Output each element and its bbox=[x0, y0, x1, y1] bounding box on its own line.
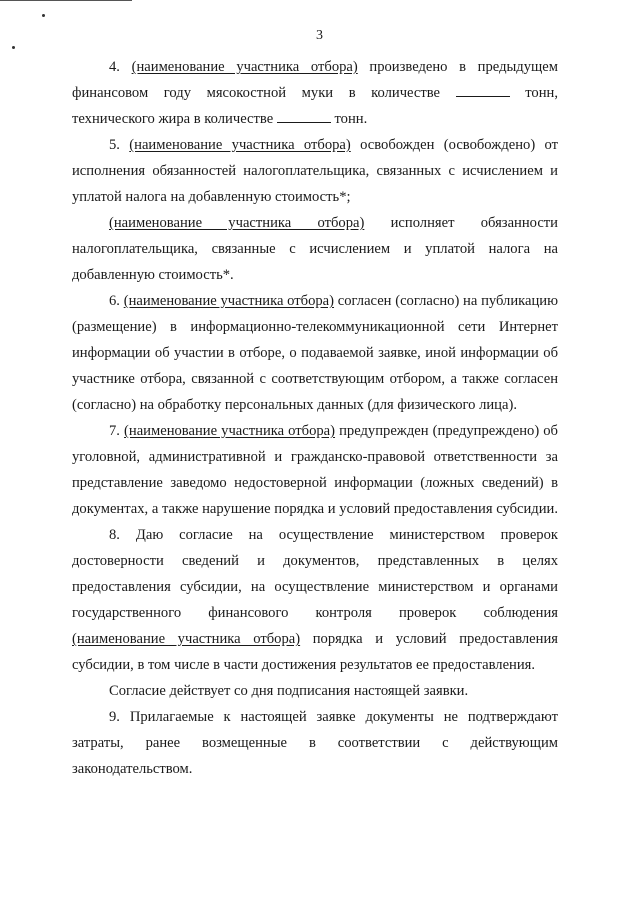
paragraph-7: 7. (наименование участника отбора) предупрежден (предупреждено) об уголовной, административной и гражданско-правовой ответственности за представление заведомо недостоверной информации (ложных сведений) в документах, а также нарушение порядка и условий предоставления субсидии. bbox=[72, 423, 559, 517]
paragraph-consent-validity: Согласие действует со дня подписания настоящей заявки. bbox=[109, 683, 469, 699]
scan-artifact-line bbox=[0, 0, 132, 1]
paragraph-8: 8. Даю согласие на осуществление министерством проверок достоверности сведений и документов, представленных в целях предоставления субсидии, на осуществление министерством и органами государственного финансового контроля проверок соблюдения (наименование участника отбора) порядка и условий предоставления субсидии, в том числе в части достижения результатов ее предоставления. bbox=[72, 527, 558, 673]
scan-artifact-dot bbox=[42, 14, 45, 17]
document-body bbox=[72, 54, 558, 782]
paragraph-6: 6. (наименование участника отбора) согласен (согласно) на публикацию (размещение) в информационно-телекоммуникационной сети Интернет информации об участии в отборе, о подаваемой заявке, иной информации об участнике отбора, связанной с соответствующим отбором, а также согласен (согласно) на обработку персональных данных (для физического лица). bbox=[72, 293, 559, 413]
scan-artifact-dot bbox=[12, 46, 15, 49]
page-number: 3 bbox=[316, 28, 323, 43]
paragraph-9: 9. Прилагаемые к настоящей заявке документы не подтверждают затраты, ранее возмещенные в соответствии с действующим законодательством. bbox=[72, 709, 558, 777]
paragraph-5-alt: (наименование участника отбора) исполняет обязанности налогоплательщика, связанные с исчислением и уплатой налога на добавленную стоимость*. bbox=[72, 215, 558, 283]
blank-field-meat-bone-meal bbox=[456, 84, 510, 97]
participant-name-placeholder: (наименование участника отбора) bbox=[124, 423, 336, 439]
participant-name-placeholder: (наименование участника отбора) bbox=[109, 215, 365, 231]
paragraph-5: 5. (наименование участника отбора) освобожден (освобождено) от исполнения обязанностей налогоплательщика, связанных с исчислением и уплатой налога на добавленную стоимость*; bbox=[72, 137, 558, 205]
participant-name-placeholder: (наименование участника отбора) bbox=[129, 137, 351, 153]
paragraph-4: 4. (наименование участника отбора) произведено в предыдущем финансовом году мясокостной муки в количестве тонн, технического жира в количестве тонн. bbox=[72, 59, 558, 127]
participant-name-placeholder: (наименование участника отбора) bbox=[72, 631, 301, 647]
participant-name-placeholder: (наименование участника отбора) bbox=[131, 59, 358, 75]
blank-field-technical-fat bbox=[277, 110, 331, 123]
participant-name-placeholder: (наименование участника отбора) bbox=[123, 293, 335, 309]
